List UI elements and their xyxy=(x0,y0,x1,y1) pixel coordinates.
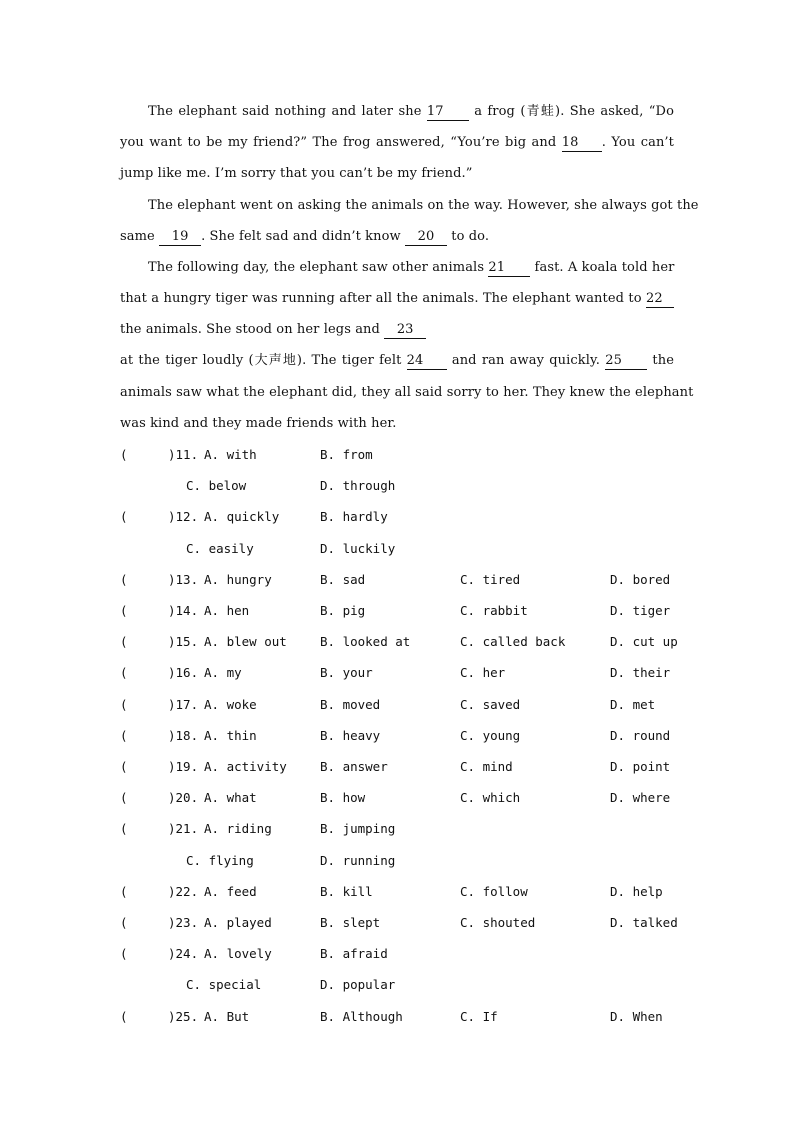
option-d: D. where xyxy=(610,790,671,805)
answer-paren-open[interactable]: ( xyxy=(120,603,128,618)
blank-23: 23 xyxy=(384,322,426,339)
question-number: )21. xyxy=(168,821,199,836)
question-number: )22. xyxy=(168,884,199,899)
option-b: B. sad xyxy=(320,572,366,587)
option-a: A. blew out xyxy=(204,634,287,649)
option-d: D. cut up xyxy=(610,634,678,649)
passage-text: jump like me. I’m sorry that you can’t be my friend.” xyxy=(120,166,473,181)
option-d: D. talked xyxy=(610,915,678,930)
option-b: B. afraid xyxy=(320,946,388,961)
question-number: )11. xyxy=(168,447,199,462)
question-13 xyxy=(120,570,700,590)
question-number: )18. xyxy=(168,728,199,743)
blank-19: 19 xyxy=(159,229,201,246)
question-24-cont xyxy=(120,975,700,995)
option-b: B. your xyxy=(320,665,373,680)
option-a: A. hen xyxy=(204,603,250,618)
option-c: C. If xyxy=(460,1009,498,1024)
question-18 xyxy=(120,726,700,746)
option-c: C. easily xyxy=(186,541,254,556)
answer-paren-open[interactable]: ( xyxy=(120,915,128,930)
option-c: C. shouted xyxy=(460,915,536,930)
question-number: )12. xyxy=(168,509,199,524)
option-c: C. mind xyxy=(460,759,513,774)
answer-paren-open[interactable]: ( xyxy=(120,634,128,649)
option-b: B. jumping xyxy=(320,821,396,836)
answer-paren-open[interactable]: ( xyxy=(120,884,128,899)
passage-line xyxy=(148,258,674,278)
question-14 xyxy=(120,601,700,621)
answer-paren-open[interactable]: ( xyxy=(120,665,128,680)
question-12-cont xyxy=(120,539,700,559)
question-19 xyxy=(120,757,700,777)
passage-text: . She felt sad and didn’t know xyxy=(201,229,406,244)
question-23 xyxy=(120,913,700,933)
option-b: B. how xyxy=(320,790,366,805)
option-c: C. special xyxy=(186,977,262,992)
passage-line xyxy=(120,227,674,247)
question-16 xyxy=(120,663,700,683)
option-c: C. her xyxy=(460,665,506,680)
option-d: D. running xyxy=(320,853,396,868)
blank-22: 22 xyxy=(646,291,674,308)
option-c: C. saved xyxy=(460,697,521,712)
blank-24: 24 xyxy=(407,353,447,370)
option-a: A. activity xyxy=(204,759,287,774)
option-b: B. answer xyxy=(320,759,388,774)
passage-text: that a hungry tiger was running after all the animals. The elephant wanted to xyxy=(120,291,646,306)
option-b: B. slept xyxy=(320,915,381,930)
option-d: D. tiger xyxy=(610,603,671,618)
question-number: )13. xyxy=(168,572,199,587)
passage-line xyxy=(120,383,694,403)
option-d: D. popular xyxy=(320,977,396,992)
question-17 xyxy=(120,695,700,715)
answer-paren-open[interactable]: ( xyxy=(120,1009,128,1024)
question-number: )24. xyxy=(168,946,199,961)
passage-text: and ran away quickly. xyxy=(446,353,606,368)
option-a: A. hungry xyxy=(204,572,272,587)
option-c: C. young xyxy=(460,728,521,743)
blank-20: 20 xyxy=(405,229,447,246)
answer-paren-open[interactable]: ( xyxy=(120,697,128,712)
option-a: A. played xyxy=(204,915,272,930)
option-d: D. through xyxy=(320,478,396,493)
question-number: )15. xyxy=(168,634,199,649)
option-b: B. moved xyxy=(320,697,381,712)
option-a: A. woke xyxy=(204,697,257,712)
passage-line xyxy=(120,351,674,371)
option-c: C. follow xyxy=(460,884,528,899)
blank-18: 18 xyxy=(562,135,602,152)
blank-25: 25 xyxy=(605,353,647,370)
question-number: )20. xyxy=(168,790,199,805)
question-20 xyxy=(120,788,700,808)
option-a: A. thin xyxy=(204,728,257,743)
answer-paren-open[interactable]: ( xyxy=(120,759,128,774)
option-d: D. luckily xyxy=(320,541,396,556)
question-11-cont xyxy=(120,476,700,496)
passage-text: The following day, the elephant saw other animals xyxy=(148,260,489,275)
answer-paren-open[interactable]: ( xyxy=(120,821,128,836)
question-22 xyxy=(120,882,700,902)
passage-text: the animals. She stood on her legs and xyxy=(120,322,385,337)
passage-text: The elephant said nothing and later she xyxy=(148,104,427,119)
passage-text: animals saw what the elephant did, they all said sorry to her. They knew the elephant xyxy=(120,385,694,400)
option-c: C. tired xyxy=(460,572,521,587)
option-c: C. called back xyxy=(460,634,566,649)
option-d: D. bored xyxy=(610,572,671,587)
option-d: D. met xyxy=(610,697,656,712)
option-a: A. with xyxy=(204,447,257,462)
option-b: B. Although xyxy=(320,1009,403,1024)
option-c: C. rabbit xyxy=(460,603,528,618)
passage-text: you want to be my friend?” The frog answered, “You’re big and xyxy=(120,135,562,150)
option-b: B. heavy xyxy=(320,728,381,743)
passage-line xyxy=(120,164,674,184)
question-21 xyxy=(120,819,700,839)
blank-21: 21 xyxy=(488,260,530,277)
question-number: )16. xyxy=(168,665,199,680)
passage-line xyxy=(120,133,674,153)
passage-line xyxy=(120,414,674,434)
option-d: D. When xyxy=(610,1009,663,1024)
option-b: B. looked at xyxy=(320,634,411,649)
question-number: )25. xyxy=(168,1009,199,1024)
passage-line xyxy=(120,320,674,340)
answer-paren-open[interactable]: ( xyxy=(120,946,128,961)
option-d: D. their xyxy=(610,665,671,680)
passage-text: the xyxy=(647,353,675,368)
option-b: B. pig xyxy=(320,603,366,618)
question-number: )23. xyxy=(168,915,199,930)
answer-paren-open[interactable]: ( xyxy=(120,447,128,462)
option-a: A. lovely xyxy=(204,946,272,961)
question-number: )17. xyxy=(168,697,199,712)
option-d: D. round xyxy=(610,728,671,743)
passage-line xyxy=(148,196,699,216)
question-number: )19. xyxy=(168,759,199,774)
option-d: D. help xyxy=(610,884,663,899)
question-12 xyxy=(120,507,700,527)
question-15 xyxy=(120,632,700,652)
answer-paren-open[interactable]: ( xyxy=(120,572,128,587)
option-c: C. flying xyxy=(186,853,254,868)
option-c: C. which xyxy=(460,790,521,805)
answer-paren-open[interactable]: ( xyxy=(120,509,128,524)
passage-line xyxy=(120,289,674,309)
passage-text: The elephant went on asking the animals on the way. However, she always got the xyxy=(148,198,699,213)
option-d: D. point xyxy=(610,759,671,774)
passage-text: at the tiger loudly (大声地). The tiger felt xyxy=(120,353,407,368)
passage-text: fast. A koala told her xyxy=(530,260,675,275)
option-b: B. kill xyxy=(320,884,373,899)
passage-text: to do. xyxy=(447,229,490,244)
question-number: )14. xyxy=(168,603,199,618)
question-25 xyxy=(120,1007,700,1027)
option-a: A. But xyxy=(204,1009,250,1024)
blank-17: 17 xyxy=(427,104,469,121)
answer-paren-open[interactable]: ( xyxy=(120,728,128,743)
option-b: B. hardly xyxy=(320,509,388,524)
question-24 xyxy=(120,944,700,964)
answer-paren-open[interactable]: ( xyxy=(120,790,128,805)
option-a: A. quickly xyxy=(204,509,280,524)
passage-text: . You can’t xyxy=(601,135,674,150)
option-a: A. feed xyxy=(204,884,257,899)
option-a: A. what xyxy=(204,790,257,805)
passage-line xyxy=(148,102,674,122)
question-11 xyxy=(120,445,700,465)
passage-text: same xyxy=(120,229,160,244)
question-21-cont xyxy=(120,851,700,871)
option-a: A. my xyxy=(204,665,242,680)
option-b: B. from xyxy=(320,447,373,462)
option-c: C. below xyxy=(186,478,247,493)
passage-text: was kind and they made friends with her. xyxy=(120,416,397,431)
option-a: A. riding xyxy=(204,821,272,836)
passage-text: a frog (青蛙). She asked, “Do xyxy=(468,104,674,119)
